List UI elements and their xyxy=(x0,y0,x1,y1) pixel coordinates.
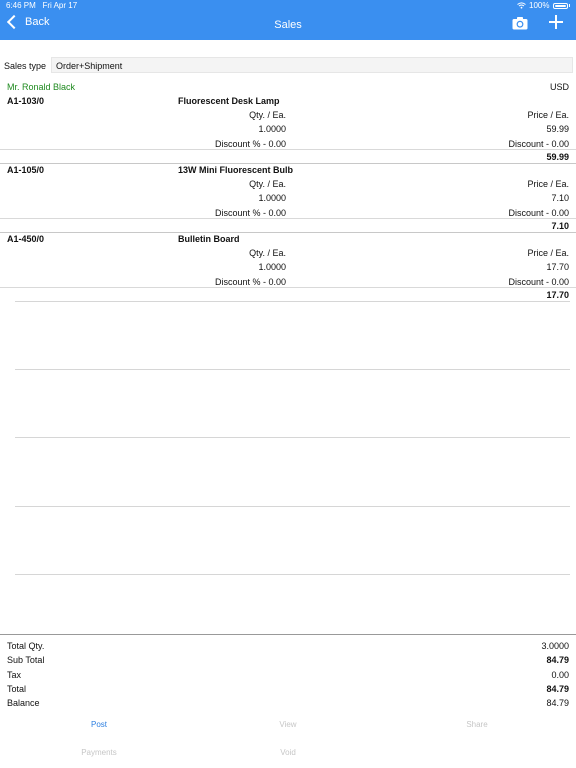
item-price: 7.10 xyxy=(551,193,569,203)
navigation-bar xyxy=(0,0,576,40)
item-name: Bulletin Board xyxy=(178,234,240,244)
line-item[interactable] xyxy=(0,165,576,233)
line-item[interactable] xyxy=(0,234,576,302)
empty-row-separator xyxy=(15,506,570,507)
item-price: 17.70 xyxy=(546,262,569,272)
balance-value: 84.79 xyxy=(546,698,569,708)
sales-type-row xyxy=(0,57,576,74)
page-title: Sales xyxy=(274,19,302,31)
qty-header: Qty. / Ea. xyxy=(249,179,286,189)
total-qty-value: 3.0000 xyxy=(541,641,569,651)
status-time: 6:46 PM xyxy=(6,1,36,10)
line-item[interactable] xyxy=(0,96,576,164)
qty-header: Qty. / Ea. xyxy=(249,110,286,120)
item-discount: Discount - 0.00 xyxy=(508,208,569,218)
sales-type-field[interactable] xyxy=(51,57,573,73)
sub-total-row xyxy=(0,655,576,669)
payments-button[interactable]: Payments xyxy=(81,748,117,757)
item-qty: 1.0000 xyxy=(258,193,286,203)
item-divider xyxy=(0,218,576,219)
status-bar-right xyxy=(517,1,570,10)
total-qty-row xyxy=(0,641,576,655)
item-code: A1-450/0 xyxy=(7,234,45,244)
item-price: 59.99 xyxy=(546,124,569,134)
view-button[interactable]: View xyxy=(279,720,297,729)
tax-row xyxy=(0,670,576,684)
item-discount-percent: Discount % - 0.00 xyxy=(214,139,286,149)
sub-total-value: 84.79 xyxy=(546,655,569,665)
qty-header: Qty. / Ea. xyxy=(249,248,286,258)
price-header: Price / Ea. xyxy=(527,110,569,120)
row-separator xyxy=(0,163,576,164)
battery-tip xyxy=(569,4,571,7)
back-label: Back xyxy=(25,16,50,28)
total-qty-label: Total Qty. xyxy=(7,641,45,651)
sales-type-value: Order+Shipment xyxy=(56,61,123,71)
wifi-icon xyxy=(517,2,526,9)
total-row xyxy=(0,684,576,698)
tax-value: 0.00 xyxy=(551,670,569,680)
post-button[interactable]: Post xyxy=(90,720,107,729)
item-total: 17.70 xyxy=(546,290,569,300)
sales-type-label: Sales type xyxy=(4,61,47,71)
item-total: 7.10 xyxy=(551,221,569,231)
item-discount: Discount - 0.00 xyxy=(508,139,569,149)
item-name: Fluorescent Desk Lamp xyxy=(178,96,280,106)
item-name: 13W Mini Fluorescent Bulb xyxy=(178,165,294,175)
total-label: Total xyxy=(7,684,27,694)
balance-row xyxy=(0,698,576,712)
tax-label: Tax xyxy=(7,670,22,680)
camera-icon[interactable] xyxy=(512,16,528,30)
item-discount-percent: Discount % - 0.00 xyxy=(214,208,286,218)
price-header: Price / Ea. xyxy=(527,248,569,258)
empty-row-separator xyxy=(15,437,570,438)
share-button[interactable]: Share xyxy=(466,720,488,729)
item-qty: 1.0000 xyxy=(258,124,286,134)
battery-icon xyxy=(553,3,568,9)
item-code: A1-103/0 xyxy=(7,96,45,106)
item-qty: 1.0000 xyxy=(258,262,286,272)
price-header: Price / Ea. xyxy=(527,179,569,189)
row-separator xyxy=(0,232,576,233)
total-value: 84.79 xyxy=(546,684,569,694)
item-discount: Discount - 0.00 xyxy=(508,277,569,287)
empty-row-separator xyxy=(15,301,570,302)
item-discount-percent: Discount % - 0.00 xyxy=(214,277,286,287)
battery-percent: 100% xyxy=(529,1,550,10)
item-divider xyxy=(0,149,576,150)
balance-label: Balance xyxy=(7,698,40,708)
status-bar-time xyxy=(6,1,77,10)
empty-row-separator xyxy=(15,369,570,370)
currency-label: USD xyxy=(549,82,569,92)
add-button[interactable] xyxy=(548,14,564,30)
status-date: Fri Apr 17 xyxy=(42,1,78,10)
empty-row-separator xyxy=(15,574,570,575)
summary-divider xyxy=(0,634,576,635)
item-divider xyxy=(0,287,576,288)
item-total: 59.99 xyxy=(546,152,569,162)
sub-total-label: Sub Total xyxy=(7,655,45,665)
customer-name[interactable]: Mr. Ronald Black xyxy=(7,82,76,92)
item-code: A1-105/0 xyxy=(7,165,45,175)
void-button[interactable]: Void xyxy=(280,748,296,757)
